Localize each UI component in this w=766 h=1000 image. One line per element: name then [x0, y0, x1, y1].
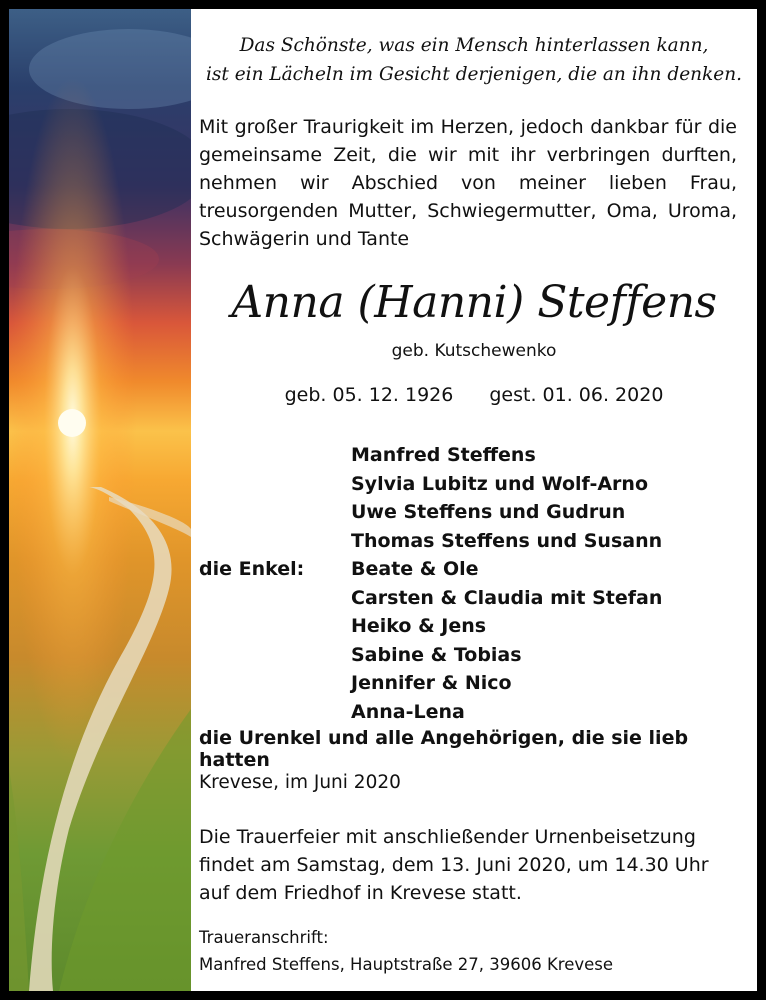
quote-line-1: Das Schönste, was ein Mensch hinterlassen kann,: [239, 35, 709, 56]
sunset-field-image: [9, 9, 191, 991]
mourner-name: Anna-Lena: [351, 700, 465, 723]
mourner-group-label: [199, 669, 351, 698]
mourner-name: Heiko & Jens: [351, 615, 487, 637]
mourner-group-label: [199, 698, 351, 727]
mourner-group-label: [199, 527, 351, 556]
mourner-row: [199, 441, 749, 470]
mourner-name: Manfred Steffens: [351, 444, 536, 466]
mourner-row: [199, 584, 749, 613]
intro-paragraph: Mit großer Traurigkeit im Herzen, jedoch dankbar für die gemeinsame Zeit, die wir mit ihr verbringen durften, nehmen wir Abschied von meiner lieben Frau, treusorgenden Mutter, Schwiegermutter, Oma, Uroma, Schwägerin und Tante: [199, 116, 737, 250]
mourner-name: Uwe Steffens und Gudrun: [351, 501, 626, 523]
quote-line-2: ist ein Lächeln im Gesicht derjenigen, die an ihn denken.: [205, 64, 743, 85]
mourner-row: [199, 470, 749, 499]
mourner-group-label: [199, 584, 351, 613]
mourning-address: [199, 924, 613, 978]
mourner-row: [199, 669, 749, 698]
maiden-name: geb. Kutschewenko: [391, 341, 557, 361]
mourner-row: [199, 498, 749, 527]
death-date: gest. 01. 06. 2020: [489, 384, 664, 406]
mourner-name: Sylvia Lubitz und Wolf-Arno: [351, 472, 649, 495]
mourner-group-label: [199, 612, 351, 641]
closing-line: die Urenkel und alle Angehörigen, die sie lieb hatten: [199, 727, 689, 771]
mourner-name: Beate & Ole: [351, 558, 479, 580]
mourner-name: Carsten & Claudia mit Stefan: [351, 586, 663, 609]
address-label: Traueranschrift:: [199, 928, 329, 947]
mourner-row: [199, 527, 749, 556]
life-dates: [199, 384, 749, 406]
mourner-group-label: [199, 470, 351, 499]
funeral-info: Die Trauerfeier mit anschließender Urnenbeisetzung findet am Samstag, dem 13. Juni 2020, um 14.30 Uhr auf dem Friedhof in Krevese statt.: [199, 826, 709, 904]
mourner-row: [199, 698, 749, 727]
mourners-list: [199, 441, 749, 726]
deceased-name: Anna (Hanni) Steffens: [231, 277, 717, 328]
mourner-group-label: [199, 641, 351, 670]
mourner-group-label: [199, 498, 351, 527]
birth-date: geb. 05. 12. 1926: [284, 384, 454, 406]
mourner-group-label: [199, 441, 351, 470]
memorial-quote: [199, 31, 749, 89]
mourner-row: [199, 641, 749, 670]
place-date: Krevese, im Juni 2020: [199, 772, 401, 793]
mourner-group-label: die Enkel:: [199, 558, 305, 580]
obituary-text: [199, 9, 749, 991]
sunset-field-image-svg: [9, 9, 191, 991]
mourner-name: Thomas Steffens und Susann: [351, 529, 663, 552]
address-value: Manfred Steffens, Hauptstraße 27, 39606 Krevese: [199, 955, 614, 974]
mourner-name: Sabine & Tobias: [351, 643, 522, 666]
mourner-row: [199, 612, 749, 641]
mourner-row: [199, 555, 749, 584]
mourner-name: Jennifer & Nico: [351, 672, 512, 694]
obituary-frame: [9, 9, 757, 991]
